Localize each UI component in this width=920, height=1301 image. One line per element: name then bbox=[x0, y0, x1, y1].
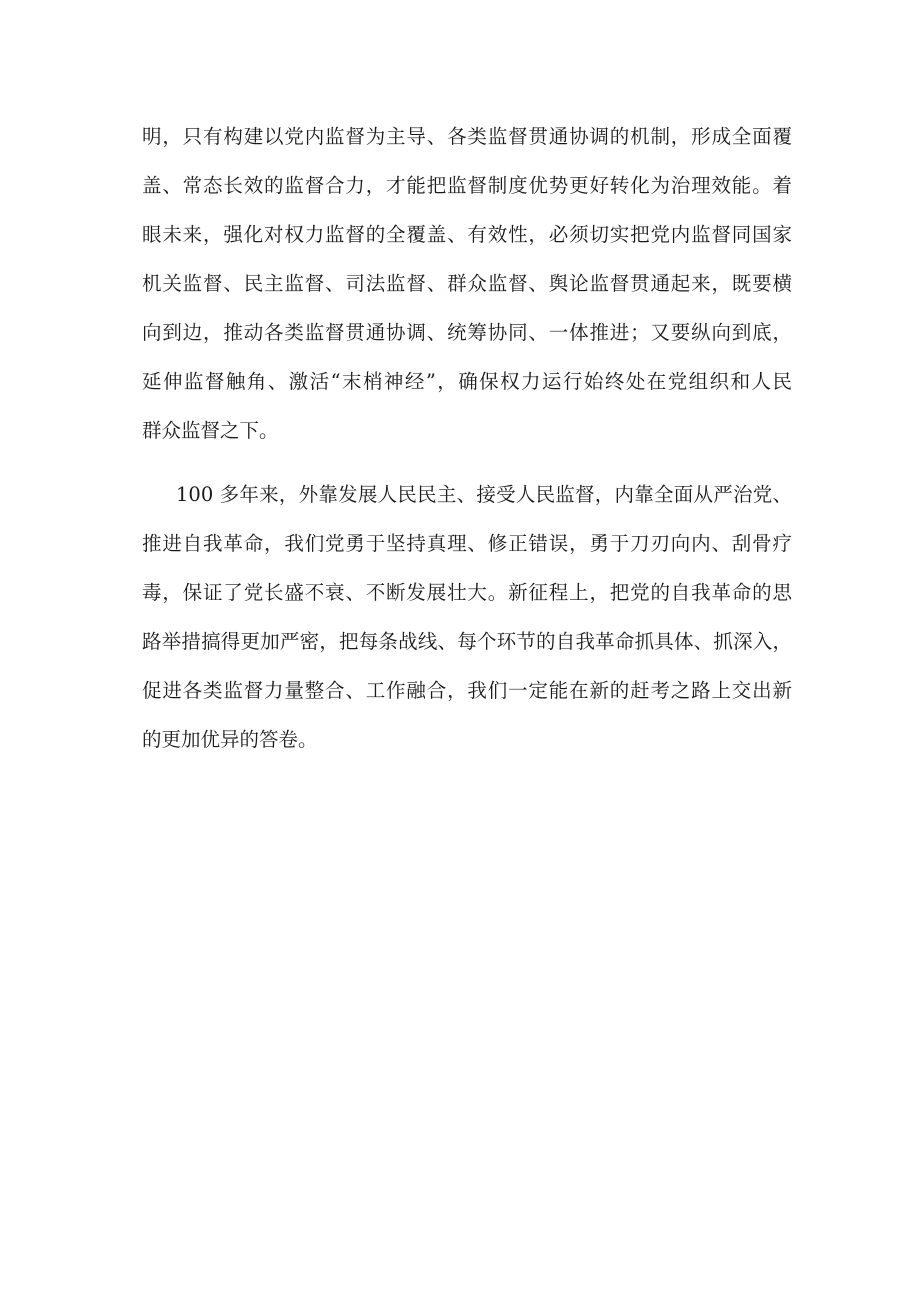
paragraph-line: 盖、常态长效的监督合力，才能把监督制度优势更好转化为治理效能。着 bbox=[142, 174, 792, 197]
paragraph-line: 机关监督、民主监督、司法监督、群众监督、舆论监督贯通起来，既要横 bbox=[142, 272, 792, 295]
paragraph-line: 毒，保证了党长盛不衰、不断发展壮大。新征程上，把党的自我革命的思 bbox=[142, 581, 792, 604]
paragraph-line: 的更加优异的答卷。 bbox=[142, 728, 318, 751]
paragraph-line: 向到边，推动各类监督贯通协调、统筹协同、一体推进；又要纵向到底， bbox=[142, 321, 792, 344]
paragraph-line: 明，只有构建以党内监督为主导、各类监督贯通协调的机制，形成全面覆 bbox=[142, 125, 792, 148]
paragraph-line: 促进各类监督力量整合、工作融合，我们一定能在新的赶考之路上交出新 bbox=[142, 679, 792, 702]
paragraph-line: 群众监督之下。 bbox=[142, 419, 279, 442]
paragraph-line: 推进自我革命，我们党勇于坚持真理、修正错误，勇于刀刃向内、刮骨疗 bbox=[142, 532, 792, 555]
paragraph-line: 延伸监督触角、激活“末梢神经”，确保权力运行始终处在党组织和人民 bbox=[142, 370, 792, 393]
paragraph-line: 100 多年来，外靠发展人民民主、接受人民监督，内靠全面从严治党、 bbox=[176, 483, 792, 506]
paragraph-line: 路举措搞得更加严密，把每条战线、每个环节的自我革命抓具体、抓深入， bbox=[142, 630, 792, 653]
paragraph-line: 眼未来，强化对权力监督的全覆盖、有效性，必须切实把党内监督同国家 bbox=[142, 223, 792, 246]
